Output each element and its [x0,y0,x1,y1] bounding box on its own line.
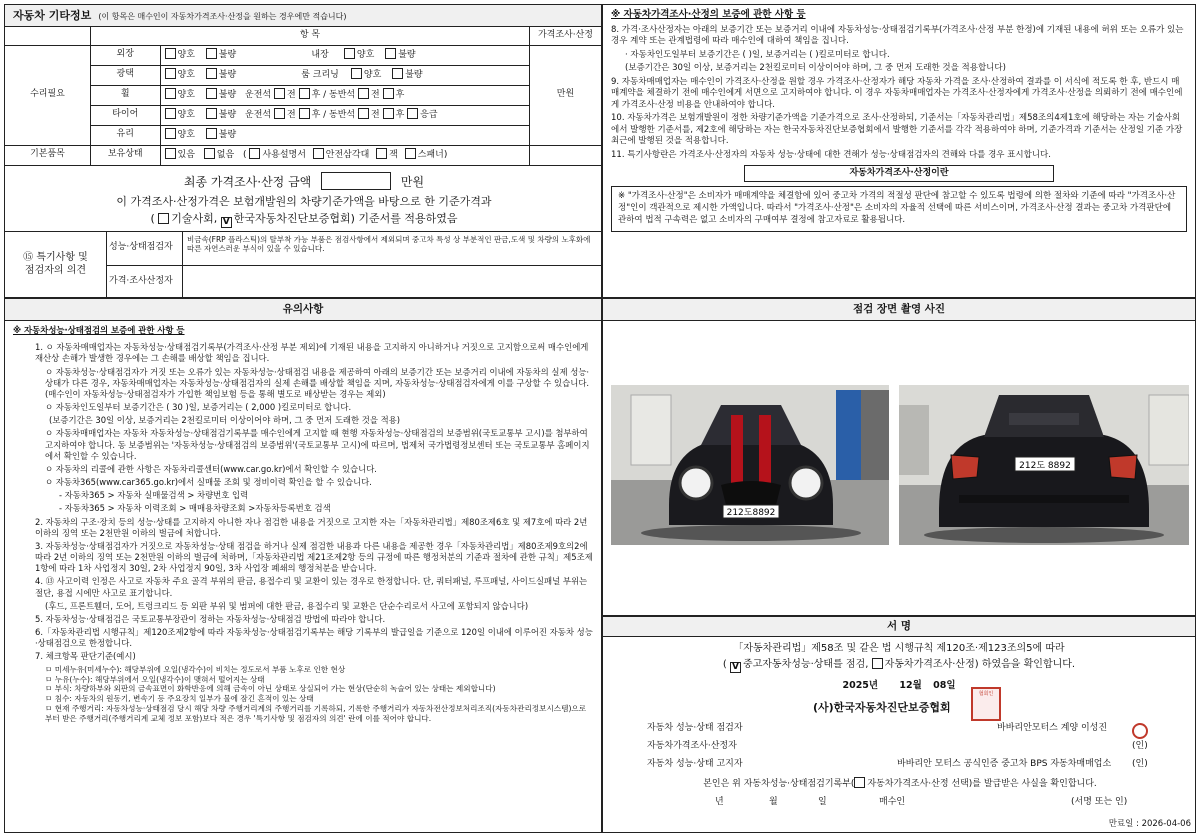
rear-car-photo [899,385,1189,545]
opt-bad: 불량 [218,50,237,61]
opt-bad: 불량 [405,70,423,81]
standard-kadia-checkbox[interactable]: V [221,217,232,228]
item-9: 9. 자동차매매업자는 매수인이 가격조사·산정을 원할 경우 가격조사·산정자가 해당 자동차 가격을 조사·산정하여 결과를 이 서식에 적도록 한 후, 반드시 매매계약을 체결하기 전에 매수인에게 서면으로 고지하여야 합니다. 이 경우 자동차매매업자는 가격조사·산정자에게 가격조사·산정을 의뢰하기 전에 매수인에게 가격조사·산정 비용을 안내하여야 합니다. [611,76,1183,110]
price-definition-text: ※ "가격조사·산정"은 소비자가 매매계약을 체결함에 있어 중고차 가격의 적절성 판단에 참고할 수 있도록 법령에 의한 절차와 기준에 따라 "가격조사·산정"인이 객관적으로 제시한 가액입니다. 따라서 "가격조사·산정"은 소비자의 자율적 선택에 따른 서비스이며, 가격조사·산정 결과는 중고차 가격판단에 관하여 법적 구속력은 없고 소비자의 구매여부 결정에 참고자료로 활용됩니다. [611,186,1187,232]
triangle-label: 안전삼각대 [325,150,370,161]
signer-role: 자동차 성능·상태 고지자 [647,759,743,769]
driver-side-label: 운전석 [245,110,272,121]
wheel-passenger-rear-checkbox[interactable] [383,88,394,99]
signer-role: 자동차 성능·상태 점검자 [647,723,743,733]
extra-info-header [5,5,601,27]
wheel-good-checkbox[interactable] [165,88,176,99]
manual-label: 사용설명서 [262,150,306,161]
room-bad-checkbox[interactable] [392,68,403,79]
note-2: 2. 자동차의 구조·장치 등의 성능·상태를 고지하지 아니한 자나 점검한 내용을 거짓으로 고지한 자는「자동차관리법」제80조제6호 및 제7호에 따라 2년 이하의 징역 또는 2천만원 이하의 벌금에 처합니다. [35,516,588,538]
final-price-label: 최종 가격조사·산정 금액 [183,175,312,189]
opt-bad: 불량 [398,50,416,61]
price-guarantee-panel [602,4,1196,298]
sign-title: 서 명 [603,617,1195,637]
check-tail: ) 하였음을 확인합니다. [974,658,1076,670]
final-price-block [5,166,602,232]
note-1f: ㅇ 자동차의 리콜에 관한 사항은 자동차리콜센터(www.car.go.kr)에서 확인할 수 있습니다. [45,463,377,474]
signer-name: 바바리안 모터스 공식인증 중고차 BPS 자동차매매업소 [897,759,1112,769]
jack-checkbox[interactable] [376,148,387,159]
glass-bad-checkbox[interactable] [206,128,217,139]
front-plate-text: 212도8892 [726,508,776,518]
opt-bad: 불량 [218,130,237,141]
signer-role: 자동차가격조사·산정자 [647,741,737,751]
extra-info-title: 자동차 기타정보 [13,9,92,22]
note-1i: - 자동차365 > 자동차 이력조회 > 매매용차량조회 >자동차등록번호 검색 [59,503,331,514]
possession-have-checkbox[interactable] [165,148,176,159]
rear-label: 후 [395,110,405,121]
perf-opinion: 비금속(FRP 플라스틱)의 탈부착 가능 부품은 점검사항에서 제외되며 중고차 특성 상 부분적인 판금,도색 및 차량의 노후화에 따른 자연스러운 부식이 있을 수 있습니다. [183,232,602,266]
manual-checkbox[interactable] [249,148,260,159]
notes-panel [4,298,602,833]
issue-date [603,680,1195,692]
row-glass: 유리 [90,125,160,145]
repair-table: 항 목 가격조사·산정 수리필요 외장 양호 불량 내장 양호 불량 만원 광택 양호 불량 룸 크리닝 양호 불량 휠 양호 불량 운전석 전 후 / 동반석 전 후 타이어 양호 불량 운전석 전 후 / 동반석 전 후 응급 유리 양호 불량 기본품목 보유상태 있음 없음 ( 사용설명서 안전삼각대 잭 스패너) [5,27,601,166]
note-1: 1. ㅇ 자동차매매업자는 자동차성능·상태점검기록부(가격조사·산정 부분 제외)에 기재된 내용을 고지하지 아니하거나 거짓으로 고지함으로써 매수인에게 재산상 손해가 발생한 경우에는 그 손해를 배상할 책임을 집니다. [35,342,589,364]
tire-emergency-checkbox[interactable] [407,108,418,119]
opt-bad: 불량 [218,70,237,81]
buyer-mark: (서명 또는 인) [1071,797,1128,807]
law-line: 「자동차관리법」제58조 및 같은 법 시행규칙 제120조·제123조의5에 따라 [733,643,1065,654]
criteria-3: ㅁ 부식: 차량하부와 외판의 금속표면이 화학반응에 의해 금속이 아닌 상태로 상실되어 가는 현상(단순히 녹슬어 있는 상태는 제외합니다) [45,684,496,694]
wheel-driver-front-checkbox[interactable] [274,88,285,99]
price-unit-cell: 만원 [529,45,601,145]
opt-good: 양호 [177,130,195,141]
notes-title: 유의사항 [5,299,601,321]
front-car-photo [611,385,889,545]
row-tire: 타이어 [90,105,160,125]
note-1g: ㅇ 자동차365(www.car365.go.kr)에서 실매물 조회 및 정비이력 확인을 할 수 있습니다. [45,477,372,488]
row-wheel: 휠 [90,85,160,105]
front-label: 전 [371,110,380,121]
front-label: 전 [287,110,296,121]
signers-list [647,723,1187,777]
note-6: 6.「자동차관리법 시행규칙」제120조제2항에 따라 자동차성능·상태점검기록부는 해당 기록부의 발급일을 기준으로 120일 이내에 이루어진 자동차 성능·상태점검으로 한정합니다. [35,627,593,649]
signer-name: 바바리안모터스 계양 이성진 [997,723,1108,733]
expiry-date: 만료일 : 2026-04-06 [1108,819,1191,830]
front-label: 전 [371,90,380,101]
issue-month: 12월 [899,679,922,691]
signer-row [647,723,1187,741]
row-exterior: 외장 [90,45,160,65]
receipt-line [603,777,1196,790]
opt-bad: 불량 [218,110,237,121]
final-price-unit: 만원 [400,175,425,189]
photo-panel [602,298,1196,616]
rear-passenger-label: 후 / 동반석 [311,110,356,121]
org-seal-text: 협회인 [978,691,994,697]
opt-bad: 불량 [218,90,237,101]
item-8b: · 자동차인도일부터 보증기간은 ( )일, 보증거리는 ( )킬로미터로 합니다. [625,49,890,60]
item-8c: (보증기간은 30일 이상, 보증거리는 2천킬로미터 이상이어야 하며, 그 중 먼저 도래한 것을 적용합니다) [625,63,1006,74]
opt-good: 양호 [177,90,195,101]
tire-driver-front-checkbox[interactable] [274,108,285,119]
row-interior: 내장 [311,50,329,61]
signature-panel [602,616,1196,833]
opt-good: 양호 [177,70,195,81]
receipt-pre: 본인은 위 자동차성능·상태점검기록부( [703,779,855,789]
standard-tech-checkbox[interactable] [158,213,169,224]
note-1b: ㅇ 자동차성능·상태점검자가 거짓 또는 오류가 있는 자동차성능·상태점검 내용을 제공하여 아래의 보증기간 또는 보증거리 이내에 자동차의 실제 성능·상태가 다른 경우, 자동차매매업자는 자동차성능·상태점검자의 실제 손해를 배상할 책임을 지며, 자동차성능·상태점검자에게 이를 구상할 수 있습니다.(매수인이 자동차성능·상태점검자가 가입한 책임보험 등을 통해 별도로 배상받는 경우는 제외) [45,366,590,399]
note-5: 5. 자동차성능·상태점검은 국토교통부장관이 정하는 자동차성능·상태점검 방법에 따라야 합니다. [35,613,386,624]
note-7: 7. 체크항목 판단기준(예시) [35,651,136,662]
row-gloss: 광택 [90,65,160,85]
spanner-label: 스패너 [417,150,444,161]
org-seal-icon [971,687,1001,721]
row-possession: 보유상태 [90,145,160,165]
special-notes-block [5,232,602,298]
vehicle-extra-info-panel [4,4,602,298]
standard-line: 이 가격조사·산정가격은 보험개발원의 차량기준가액을 바탕으로 한 기준가격과 [116,195,492,208]
criteria-1: ㅁ 미세누유(미세누수): 해당부위에 오일(냉각수)이 비치는 정도로서 부품 노후로 인한 현상 [45,664,346,674]
section-basic: 기본품목 [5,145,90,165]
opt-good: 양호 [356,50,375,61]
gloss-bad-checkbox[interactable] [206,68,217,79]
receipt-post: )를 발급받은 사실을 확인합니다. [968,779,1097,789]
jack-label: 잭 [389,150,398,161]
section-repair: 수리필요 [5,45,90,145]
price-definition-title: 자동차가격조사·산정이란 [744,165,1054,182]
tire-good-checkbox[interactable] [165,108,176,119]
receipt-price-checkbox[interactable] [854,777,865,788]
note-4: 4. ⑬ 사고이력 인정은 사고로 자동차 주요 골격 부위의 판금, 용접수리 및 교환이 있는 경우로 한정합니다. 단, 쿼터패널, 루프패널, 사이드실패널 부위는 절단, 용접 시에만 사고로 표기합니다. [35,576,588,598]
item-8: 8. 가격·조사산정자는 아래의 보증기간 또는 보증거리 이내에 자동차성능·상태점검기록부(가격조사·산정 부분 한정)에 기재된 내용에 허위 또는 오류가 있는 경우 계약 또는 관계법령에 따라 매수인에 대하여 책임을 집니다. [611,24,1184,47]
buyer-day: 일 [818,797,827,807]
wheel-rear-passenger-checkbox[interactable] [299,88,310,99]
glass-good-checkbox[interactable] [165,128,176,139]
note-1e: ㅇ 자동차매매업자는 자동차 자동차성능·상태점검기록부를 매수인에게 고지할 때 현행 자동차성능·상태점검의 보증범위(국토교통부 고시)를 첨부하여 고지하여야 합니다. 동 보증범위는 '자동차성능·상태점검의 보증범위'(국토교통부 고시)에 따르며, 법제처 국가법령정보센터 또는 국토교통부 홈페이지에서 확인할 수 있습니다. [45,428,590,461]
col-price-header: 가격조사·산정 [529,27,601,45]
receipt-opt: 자동차가격조사·산정 선택 [867,779,969,789]
final-price-input[interactable] [321,172,391,190]
tire-passenger-front-checkbox[interactable] [358,108,369,119]
criteria-2: ㅁ 누유(누수): 해당부위에서 오일(냉각수)이 맺혀서 떨어지는 상태 [45,674,265,684]
criteria-5: ㅁ 현재 주행거리: 자동차성능·상태점검 당시 해당 차량 주행거리계의 주행거리를 기록하되, 기록한 주행거리가 자동차전산정보처리조직(자동차관리정보시스템)으로부터 받은 주행거리(주행거리계 교체 정보 포함)보다 적은 경우 '특기사항 및 점검자의 의견' 란에 이를 적어야 합니다. [45,704,587,723]
signer-row [647,759,1187,777]
buyer-month: 월 [769,797,778,807]
emergency-label: 응급 [420,110,438,121]
standard-opt1: 기술사회 [171,211,214,225]
interior-good-checkbox[interactable] [344,48,355,59]
note-1h: - 자동차365 > 자동차 실매물검색 > 차량번호 입력 [59,490,249,501]
note-4b: (후드, 프론트휀더, 도어, 트렁크리드 등 외판 부위 및 범퍼에 대한 판금, 용접수리 및 교환은 단순수리로서 사고에 포함되지 않습니다) [45,600,529,611]
photo-title: 점검 장면 촬영 사진 [603,299,1195,321]
col-item-header: 항 목 [90,27,529,45]
rear-plate-text: 212도 8892 [1019,461,1071,471]
standard-opt2: 한국자동차진단보증협회 [233,211,351,225]
spanner-checkbox[interactable] [405,148,416,159]
note-1d: (보증기간은 30일 이상, 보증거리는 2천킬로미터 이상이어야 하며, 그 중 먼저 도래한 것을 적용) [49,415,401,426]
tire-bad-checkbox[interactable] [206,108,217,119]
rear-car-image [899,385,1189,545]
extra-info-note: (이 항목은 매수인이 자동차가격조사·산정을 원하는 경우에만 적습니다) [98,12,347,21]
special-label-2: 점검자의 의견 [24,264,87,276]
check-opt2: 자동차가격조사·산정 [884,658,975,670]
interior-bad-checkbox[interactable] [385,48,396,59]
standard-tail: ) 기준서를 적용하였음 [350,211,458,225]
have-label: 있음 [177,150,195,161]
tire-rear-passenger-checkbox[interactable] [299,108,310,119]
signer-mark: (인) [1132,741,1148,751]
opt-good: 양호 [363,70,382,81]
front-car-image [611,385,889,545]
org-name: (사)한국자동차진단보증협회 [813,701,951,714]
check-performance-checkbox[interactable]: V [730,662,741,673]
wheel-bad-checkbox[interactable] [206,88,217,99]
possession-none-checkbox[interactable] [204,148,215,159]
price-examiner-label: 가격·조사산정자 [107,266,183,298]
special-label-1: ⑮ 특기사항 및 [23,252,88,263]
price-guarantee-title: ※ 자동차가격조사·산정의 보증에 관한 사항 등 [611,9,806,20]
exterior-bad-checkbox[interactable] [206,48,217,59]
item-11: 11. 특기사항란은 가격조사·산정자의 자동차 성능·상태에 대한 견해가 성능·상태점검자의 견해와 다를 경우 표시합니다. [611,149,1051,160]
buyer-label: 매수인 [879,797,906,807]
check-line: ( V 중고자동차성능·상태를 점검, 자동차가격조사·산정) 하였음을 확인합니다. [722,658,1076,672]
criteria-4: ㅁ 침수: 자동차의 원동기, 변속기 등 주요장치 일부가 물에 잠긴 흔적이 있는 상태 [45,694,314,704]
wheel-passenger-front-checkbox[interactable] [358,88,369,99]
notes-sub: ※ 자동차성능·상태점검의 보증에 관한 사항 등 [13,325,185,335]
opt-good: 양호 [177,50,195,61]
rear-label: 후 [395,90,405,101]
signer-mark: (인) [1132,759,1148,769]
opt-good: 양호 [177,110,195,121]
note-3: 3. 자동차성능·상태점검자가 거짓으로 자동차성능·상태 점검을 하거나 실제 점검한 내용과 다른 내용을 제공한 경우「자동차관리법」제80조제9호의2에 따라 2년 이하의 징역 또는 2천만원 이하의 벌금에 처하며,「자동차관리법 제21조제2항 등의 규정에 따른 행정처분의 기준과 절차에 관한 규칙」제5조제1항에 따라 1차 사업정지 30일, 2차 사업정지 90일, 3차 사업장 폐쇄의 행정처분을 받습니다. [35,540,593,574]
driver-side-label: 운전석 [245,90,272,101]
gloss-good-checkbox[interactable] [165,68,176,79]
item-10: 10. 자동차가격은 보험개발원이 정한 차량기준가액을 기준가격으로 조사·산정하되, 기준서는「자동차관리법」제58조의4제1호에 해당하는 자는 기술사회에서 발행한 기준서를, 제2호에 해당하는 자는 한국자동차진단보증협회에서 발행한 기준서를 각각 적용하여야 하며, 기준가격과 기준서는 산정일 기준 가장 최근에 발행된 것을 적용합니다. [611,113,1183,147]
check-price-checkbox[interactable] [872,658,883,669]
signer-row [647,741,1187,759]
exterior-good-checkbox[interactable] [165,48,176,59]
triangle-checkbox[interactable] [313,148,324,159]
tire-passenger-rear-checkbox[interactable] [383,108,394,119]
none-label: 없음 [216,150,235,161]
perf-label: 성능·상태점검자 [107,232,183,266]
front-label: 전 [287,90,296,101]
buyer-year: 년 [715,797,724,807]
standard-choice: ( 기술사회, V 한국자동차진단보증협회) 기준서를 적용하였음 [150,211,458,227]
row-room-cleaning: 룸 크리닝 [301,70,339,81]
issue-year: 2025년 [842,679,879,691]
check-opt1: 중고자동차성능·상태를 점검, [742,658,869,670]
room-good-checkbox[interactable] [351,68,362,79]
note-1c: ㅇ 자동차인도일부터 보증기간은 ( 30 )일, 보증거리는 ( 2,000 )킬로미터로 합니다. [45,402,352,413]
issue-day: 08일 [933,679,956,691]
rear-passenger-label: 후 / 동반석 [311,90,356,101]
